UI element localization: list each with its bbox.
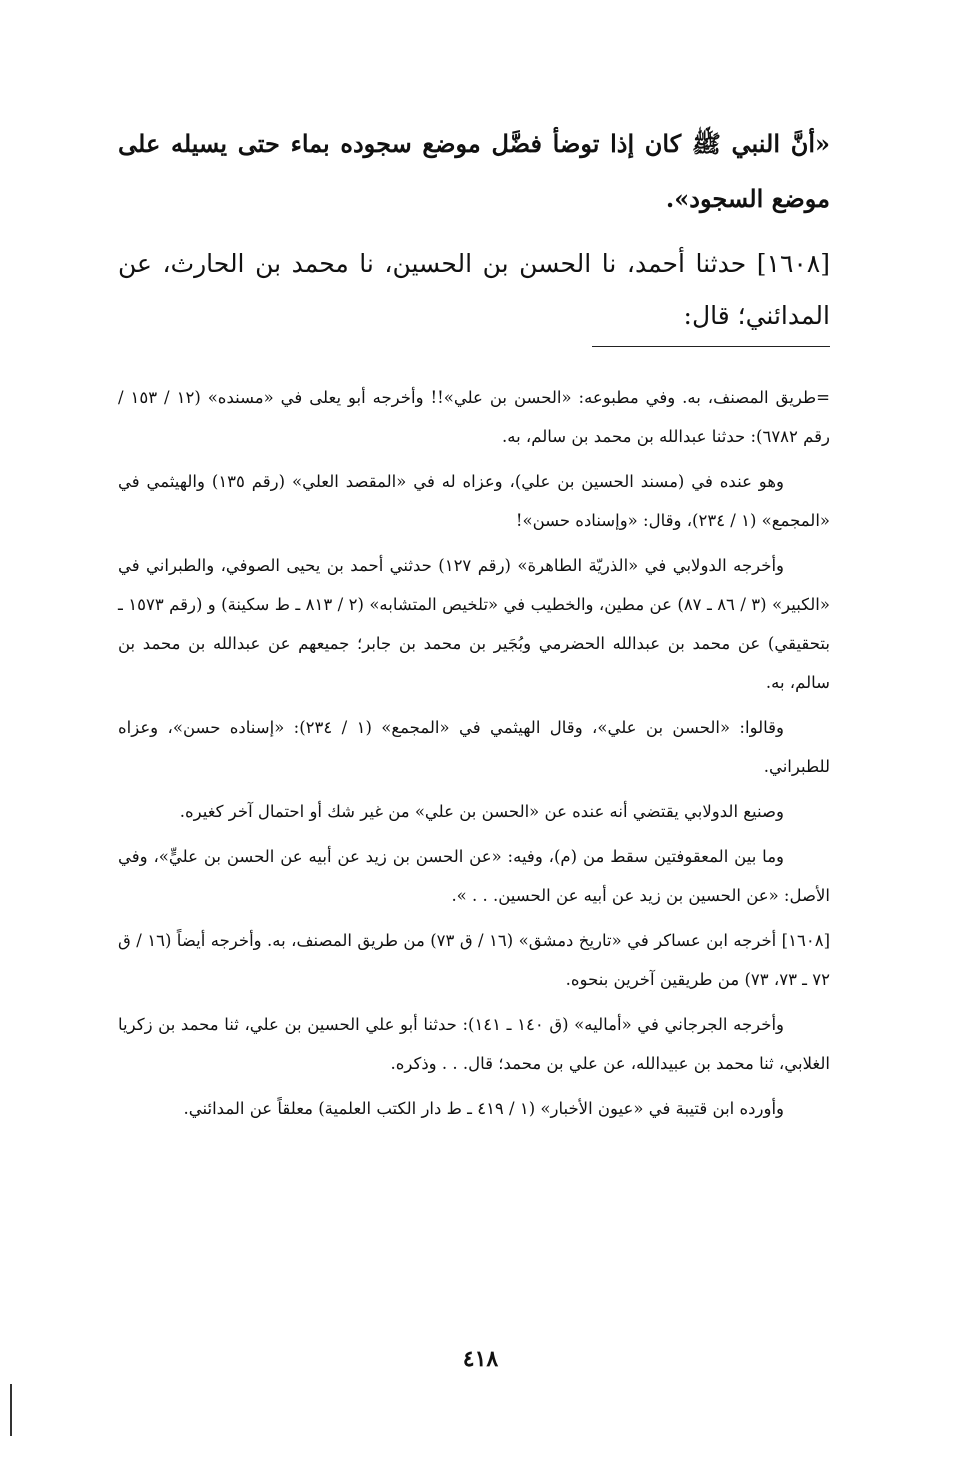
footnote-paragraph: وأورده ابن قتيبة في «عيون الأخبار» (١ / ٤١٩ ـ ط دار الكتب العلمية) معلقاً عن المدائني. (183, 1099, 784, 1118)
scan-edge-mark (10, 1384, 12, 1436)
footnote-divider (592, 346, 830, 347)
footnote-paragraph: =طريق المصنف، به. وفي مطبوعه: «الحسن بن علي»!! وأخرجه أبو يعلى في «مسنده» (١٢ / ١٥٣ / رقم ٦٧٨٢): حدثنا عبدالله بن محمد بن سالم، به. (118, 388, 830, 446)
footnote-paragraph: وصنيع الدولابي يقتضي أنه عنده عن «الحسن بن علي» من غير شك أو احتمال آخر كغيره. (179, 802, 784, 821)
footnotes-section (118, 378, 830, 1134)
footnote-paragraph: وأخرجه الجرجاني في «أماليه» (ق ١٤٠ ـ ١٤١): حدثنا أبو علي الحسين بن علي، ثنا محمد بن زكريا الغلابي، ثنا محمد بن عبيدالله، عن علي بن محمد؛ قال. . . وذكره. (118, 1015, 830, 1073)
footnote-paragraph: وأخرجه الدولابي في «الذريّة الطاهرة» (رقم ١٢٧) حدثني أحمد بن يحيى الصوفي، والطبراني في «الكبير» (٣ / ٨٦ ـ ٨٧) عن مطين، والخطيب في «تلخيص المتشابه» (٢ / ٨١٣ ـ ط سكينة) و (رقم ١٥٧٣ ـ بتحقيقي) عن محمد بن عبدالله الحضرمي وبُجَير بن محمد بن جابر؛ جميعهم عن عبدالله بن محمد بن سالم، به. (118, 556, 830, 692)
hadith-quote-text: «أنَّ النبي ﷺ كان إذا توضأ فضَّل موضع سجوده بماء حتى يسيله على موضع السجود». (118, 129, 830, 213)
footnote-paragraph: وقالوا: «الحسن بن علي»، وقال الهيثمي في «المجمع» (١ / ٢٣٤): «إسناده حسن»، وعزاه للطبراني. (118, 718, 830, 776)
footnote-paragraph: وهو عنده في (مسند الحسين بن علي)، وعزاه له في «المقصد العلي» (رقم ١٣٥) والهيثمي في «المجمع» (١ / ٢٣٤)، وقال: «وإسناده حسن»! (118, 472, 830, 530)
footnote-paragraph: [١٦٠٨] أخرجه ابن عساكر في «تاريخ دمشق» (١٦ / ق ٧٣) من طريق المصنف، به. وأخرجه أيضاً (١٦ / ق ٧٢ ـ ٧٣، ٧٣) من طريقين آخرين بنحوه. (118, 931, 830, 989)
hadith-1608-text: [١٦٠٨] حدثنا أحمد، نا الحسن بن الحسين، نا محمد بن الحارث، عن المدائني؛ قال: (118, 249, 830, 330)
footnote-paragraph: وما بين المعقوفتين سقط من (م)، وفيه: «عن الحسن بن زيد عن أبيه عن الحسن بن عليٍّ»، وفي الأصل: «عن الحسين بن زيد عن أبيه عن الحسين. . . ». (118, 847, 830, 905)
page-number: ٤١٨ (462, 1346, 499, 1372)
